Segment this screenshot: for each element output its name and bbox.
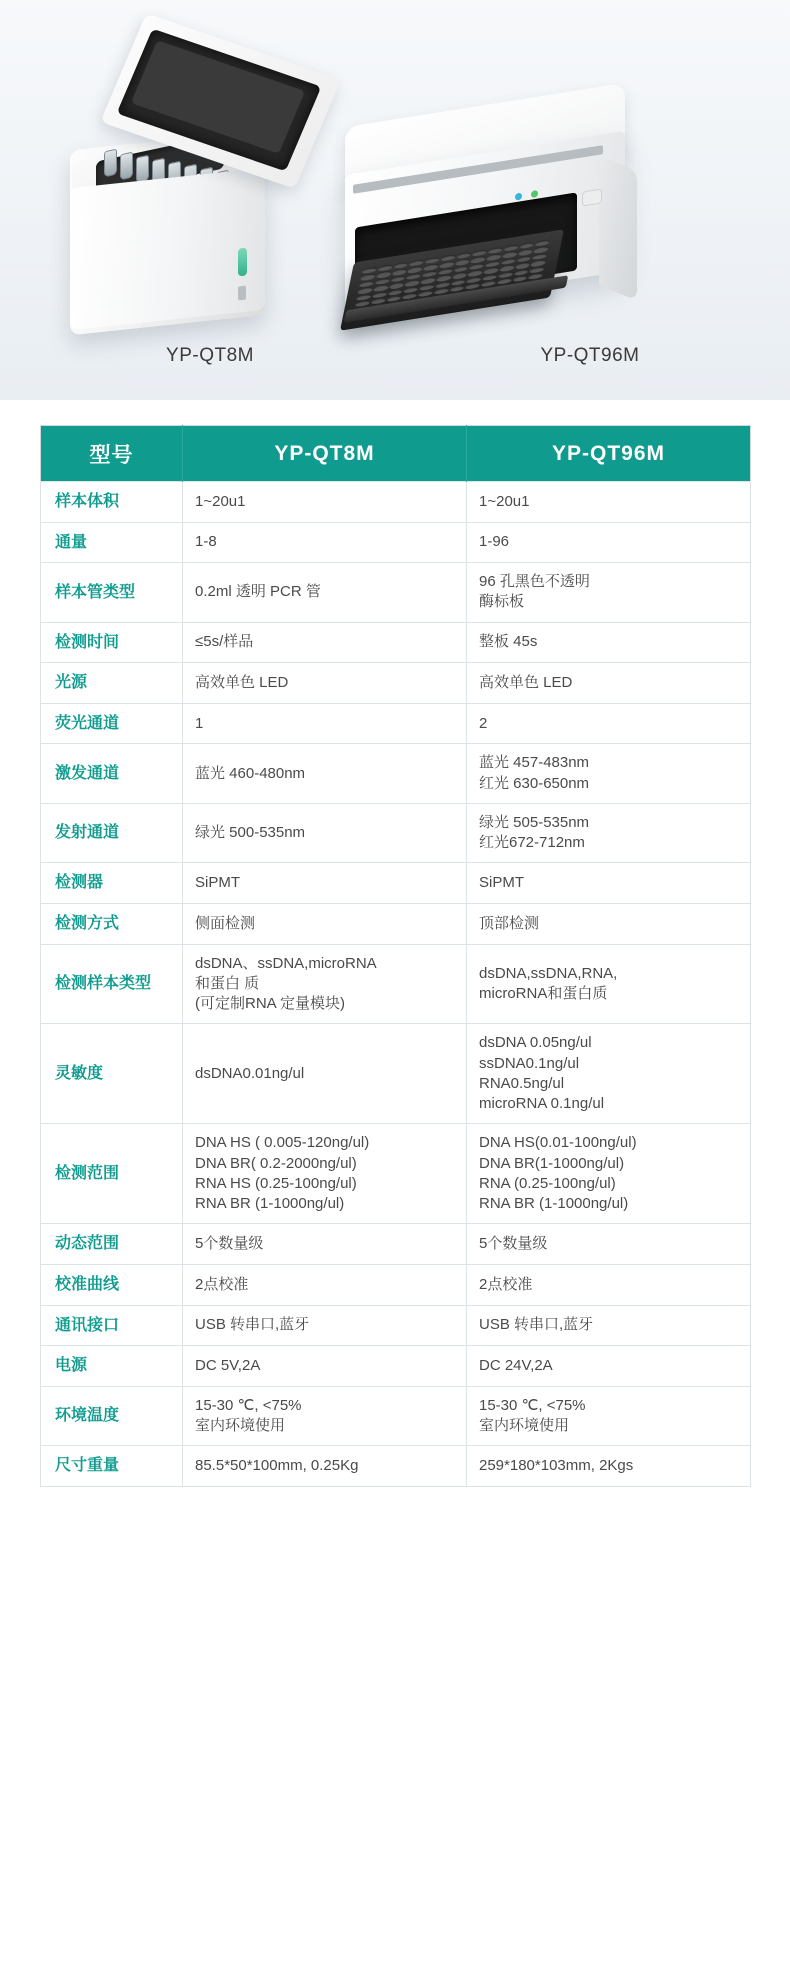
- table-row: [41, 563, 751, 623]
- cell-qt8m: [183, 482, 467, 523]
- row-label: 样本管类型: [41, 563, 183, 623]
- cell-qt8m: [183, 563, 467, 623]
- cell-line: 2点校准: [195, 1275, 249, 1293]
- cell-line: 2点校准: [479, 1275, 533, 1293]
- cell-qt8m: [183, 1265, 467, 1306]
- cell-line: 5个数量级: [479, 1235, 548, 1253]
- cell-line: dsDNA 0.05ng/ul: [479, 1034, 592, 1052]
- cell-line: ssDNA0.1ng/ul: [479, 1054, 580, 1072]
- cell-qt96m: [467, 482, 751, 523]
- specification-table-container: [40, 425, 750, 1487]
- row-label: 环境温度: [41, 1386, 183, 1446]
- cell-line: 高效单色 LED: [479, 673, 573, 691]
- table-row: [41, 1446, 751, 1487]
- cell-qt8m: [183, 1346, 467, 1387]
- table-row: [41, 904, 751, 945]
- cell-line: RNA0.5ng/ul: [479, 1074, 565, 1092]
- cell-qt96m: [467, 1265, 751, 1306]
- cell-qt8m: [183, 1024, 467, 1124]
- cell-qt8m: [183, 622, 467, 663]
- table-row: [41, 803, 751, 863]
- cell-line: USB 转串口,蓝牙: [195, 1316, 310, 1334]
- qt96m-side-panel: [599, 155, 637, 300]
- table-header-row: [41, 426, 751, 482]
- cell-qt96m: [467, 1346, 751, 1387]
- row-label: 尺寸重量: [41, 1446, 183, 1487]
- cell-qt96m: [467, 622, 751, 663]
- cell-line: RNA BR (1-1000ng/ul): [479, 1195, 629, 1213]
- cell-line: 85.5*50*100mm, 0.25Kg: [195, 1456, 359, 1474]
- cell-line: 15-30 ℃, <75%: [195, 1396, 302, 1414]
- table-row: [41, 1386, 751, 1446]
- cell-qt8m: [183, 522, 467, 563]
- row-label: 检测方式: [41, 904, 183, 945]
- row-label: 荧光通道: [41, 703, 183, 744]
- cell-line: 0.2ml 透明 PCR 管: [195, 583, 321, 601]
- cell-line: 室内环境使用: [479, 1417, 570, 1435]
- cell-line: microRNA和蛋白质: [479, 985, 608, 1003]
- cell-qt8m: [183, 803, 467, 863]
- cell-qt96m: [467, 1305, 751, 1346]
- qt8m-front-panel: [70, 168, 265, 330]
- qt8m-tube: [104, 149, 117, 178]
- cell-qt96m: [467, 1386, 751, 1446]
- cell-line: DNA HS ( 0.005-120ng/ul): [195, 1134, 370, 1152]
- cell-qt96m: [467, 1124, 751, 1224]
- cell-line: dsDNA、ssDNA,microRNA: [195, 954, 377, 972]
- cell-qt8m: [183, 1386, 467, 1446]
- cell-line: DC 5V,2A: [195, 1356, 261, 1374]
- table-row: [41, 1124, 751, 1224]
- cell-line: 1-8: [195, 533, 217, 551]
- cell-qt8m: [183, 1224, 467, 1265]
- header-model: 型号: [41, 426, 183, 482]
- header-qt96m: YP-QT96M: [467, 426, 751, 482]
- table-row: [41, 1346, 751, 1387]
- table-body: [41, 482, 751, 1487]
- cell-line: 顶部检测: [479, 914, 540, 932]
- cell-qt96m: [467, 703, 751, 744]
- cell-line: dsDNA,ssDNA,RNA,: [479, 964, 618, 982]
- cell-qt8m: [183, 1124, 467, 1224]
- cell-qt96m: [467, 904, 751, 945]
- table-header: [41, 426, 751, 482]
- product-hero-banner: [0, 0, 790, 400]
- cell-qt96m: [467, 863, 751, 904]
- table-row: [41, 744, 751, 804]
- product-image-qt8m: [70, 30, 300, 330]
- table-row: [41, 944, 751, 1024]
- table-row: [41, 1024, 751, 1124]
- table-row: [41, 482, 751, 523]
- cell-qt96m: [467, 1224, 751, 1265]
- cell-qt96m: [467, 944, 751, 1024]
- row-label: 检测器: [41, 863, 183, 904]
- cell-line: 侧面检测: [195, 914, 256, 932]
- cell-qt8m: [183, 1305, 467, 1346]
- cell-line: ≤5s/样品: [195, 633, 254, 651]
- cell-line: 绿光 505-535nm: [479, 813, 590, 831]
- cell-line: USB 转串口,蓝牙: [479, 1316, 594, 1334]
- cell-qt96m: [467, 803, 751, 863]
- cell-qt8m: [183, 1446, 467, 1487]
- cell-qt96m: [467, 563, 751, 623]
- cell-line: SiPMT: [195, 874, 240, 892]
- cell-line: RNA (0.25-100ng/ul): [479, 1174, 616, 1192]
- cell-qt96m: [467, 1446, 751, 1487]
- cell-line: 5个数量级: [195, 1235, 264, 1253]
- row-label: 灵敏度: [41, 1024, 183, 1124]
- table-row: [41, 622, 751, 663]
- cell-line: 96 孔黑色不透明: [479, 573, 590, 591]
- cell-line: DNA BR( 0.2-2000ng/ul): [195, 1154, 357, 1172]
- table-row: [41, 663, 751, 704]
- cell-line: 和蛋白 质: [195, 974, 260, 992]
- cell-line: 1-96: [479, 533, 510, 551]
- cell-qt96m: [467, 522, 751, 563]
- row-label: 检测范围: [41, 1124, 183, 1224]
- cell-line: DC 24V,2A: [479, 1356, 553, 1374]
- table-row: [41, 1305, 751, 1346]
- cell-qt96m: [467, 1024, 751, 1124]
- qt8m-status-light: [238, 248, 247, 277]
- cell-line: 15-30 ℃, <75%: [479, 1396, 586, 1414]
- cell-line: 蓝光 460-480nm: [195, 764, 306, 782]
- cell-line: 2: [479, 714, 488, 732]
- row-label: 电源: [41, 1346, 183, 1387]
- cell-line: 蓝光 457-483nm: [479, 754, 590, 772]
- cell-line: dsDNA0.01ng/ul: [195, 1064, 305, 1082]
- product-captions: [0, 345, 790, 367]
- row-label: 校准曲线: [41, 1265, 183, 1306]
- table-row: [41, 863, 751, 904]
- cell-line: 1~20u1: [195, 492, 246, 510]
- caption-qt8m: YP-QT8M: [166, 345, 254, 366]
- cell-line: 1: [195, 714, 204, 732]
- cell-line: 酶标板: [479, 593, 525, 611]
- cell-line: RNA HS (0.25-100ng/ul): [195, 1174, 357, 1192]
- row-label: 通讯接口: [41, 1305, 183, 1346]
- row-label: 通量: [41, 522, 183, 563]
- cell-line: RNA BR (1-1000ng/ul): [195, 1195, 345, 1213]
- table-row: [41, 1224, 751, 1265]
- caption-qt96m: YP-QT96M: [540, 345, 640, 366]
- cell-qt96m: [467, 663, 751, 704]
- row-label: 检测时间: [41, 622, 183, 663]
- cell-line: 红光 630-650nm: [479, 774, 590, 792]
- cell-qt8m: [183, 703, 467, 744]
- cell-qt8m: [183, 663, 467, 704]
- cell-line: DNA BR(1-1000ng/ul): [479, 1154, 625, 1172]
- cell-qt8m: [183, 863, 467, 904]
- row-label: 样本体积: [41, 482, 183, 523]
- header-qt8m: YP-QT8M: [183, 426, 467, 482]
- cell-line: 室内环境使用: [195, 1417, 286, 1435]
- specification-table: [40, 425, 751, 1487]
- row-label: 发射通道: [41, 803, 183, 863]
- qt8m-tube: [120, 152, 133, 181]
- cell-line: (可定制RNA 定量模块): [195, 995, 346, 1013]
- product-image-qt96m: [345, 105, 655, 335]
- row-label: 检测样本类型: [41, 944, 183, 1024]
- cell-line: 绿光 500-535nm: [195, 824, 306, 842]
- table-row: [41, 1265, 751, 1306]
- cell-line: DNA HS(0.01-100ng/ul): [479, 1134, 637, 1152]
- cell-line: 红光672-712nm: [479, 834, 585, 852]
- row-label: 激发通道: [41, 744, 183, 804]
- cell-qt8m: [183, 944, 467, 1024]
- cell-qt8m: [183, 904, 467, 945]
- row-label: 动态范围: [41, 1224, 183, 1265]
- cell-line: microRNA 0.1ng/ul: [479, 1095, 605, 1113]
- hero-image-area: [0, 0, 790, 400]
- table-row: [41, 703, 751, 744]
- cell-line: 1~20u1: [479, 492, 530, 510]
- cell-line: 高效单色 LED: [195, 673, 289, 691]
- row-label: 光源: [41, 663, 183, 704]
- cell-line: 整板 45s: [479, 633, 538, 651]
- cell-qt96m: [467, 744, 751, 804]
- cell-qt8m: [183, 744, 467, 804]
- qt8m-port: [238, 286, 246, 301]
- cell-line: SiPMT: [479, 874, 524, 892]
- table-row: [41, 522, 751, 563]
- cell-line: 259*180*103mm, 2Kgs: [479, 1456, 634, 1474]
